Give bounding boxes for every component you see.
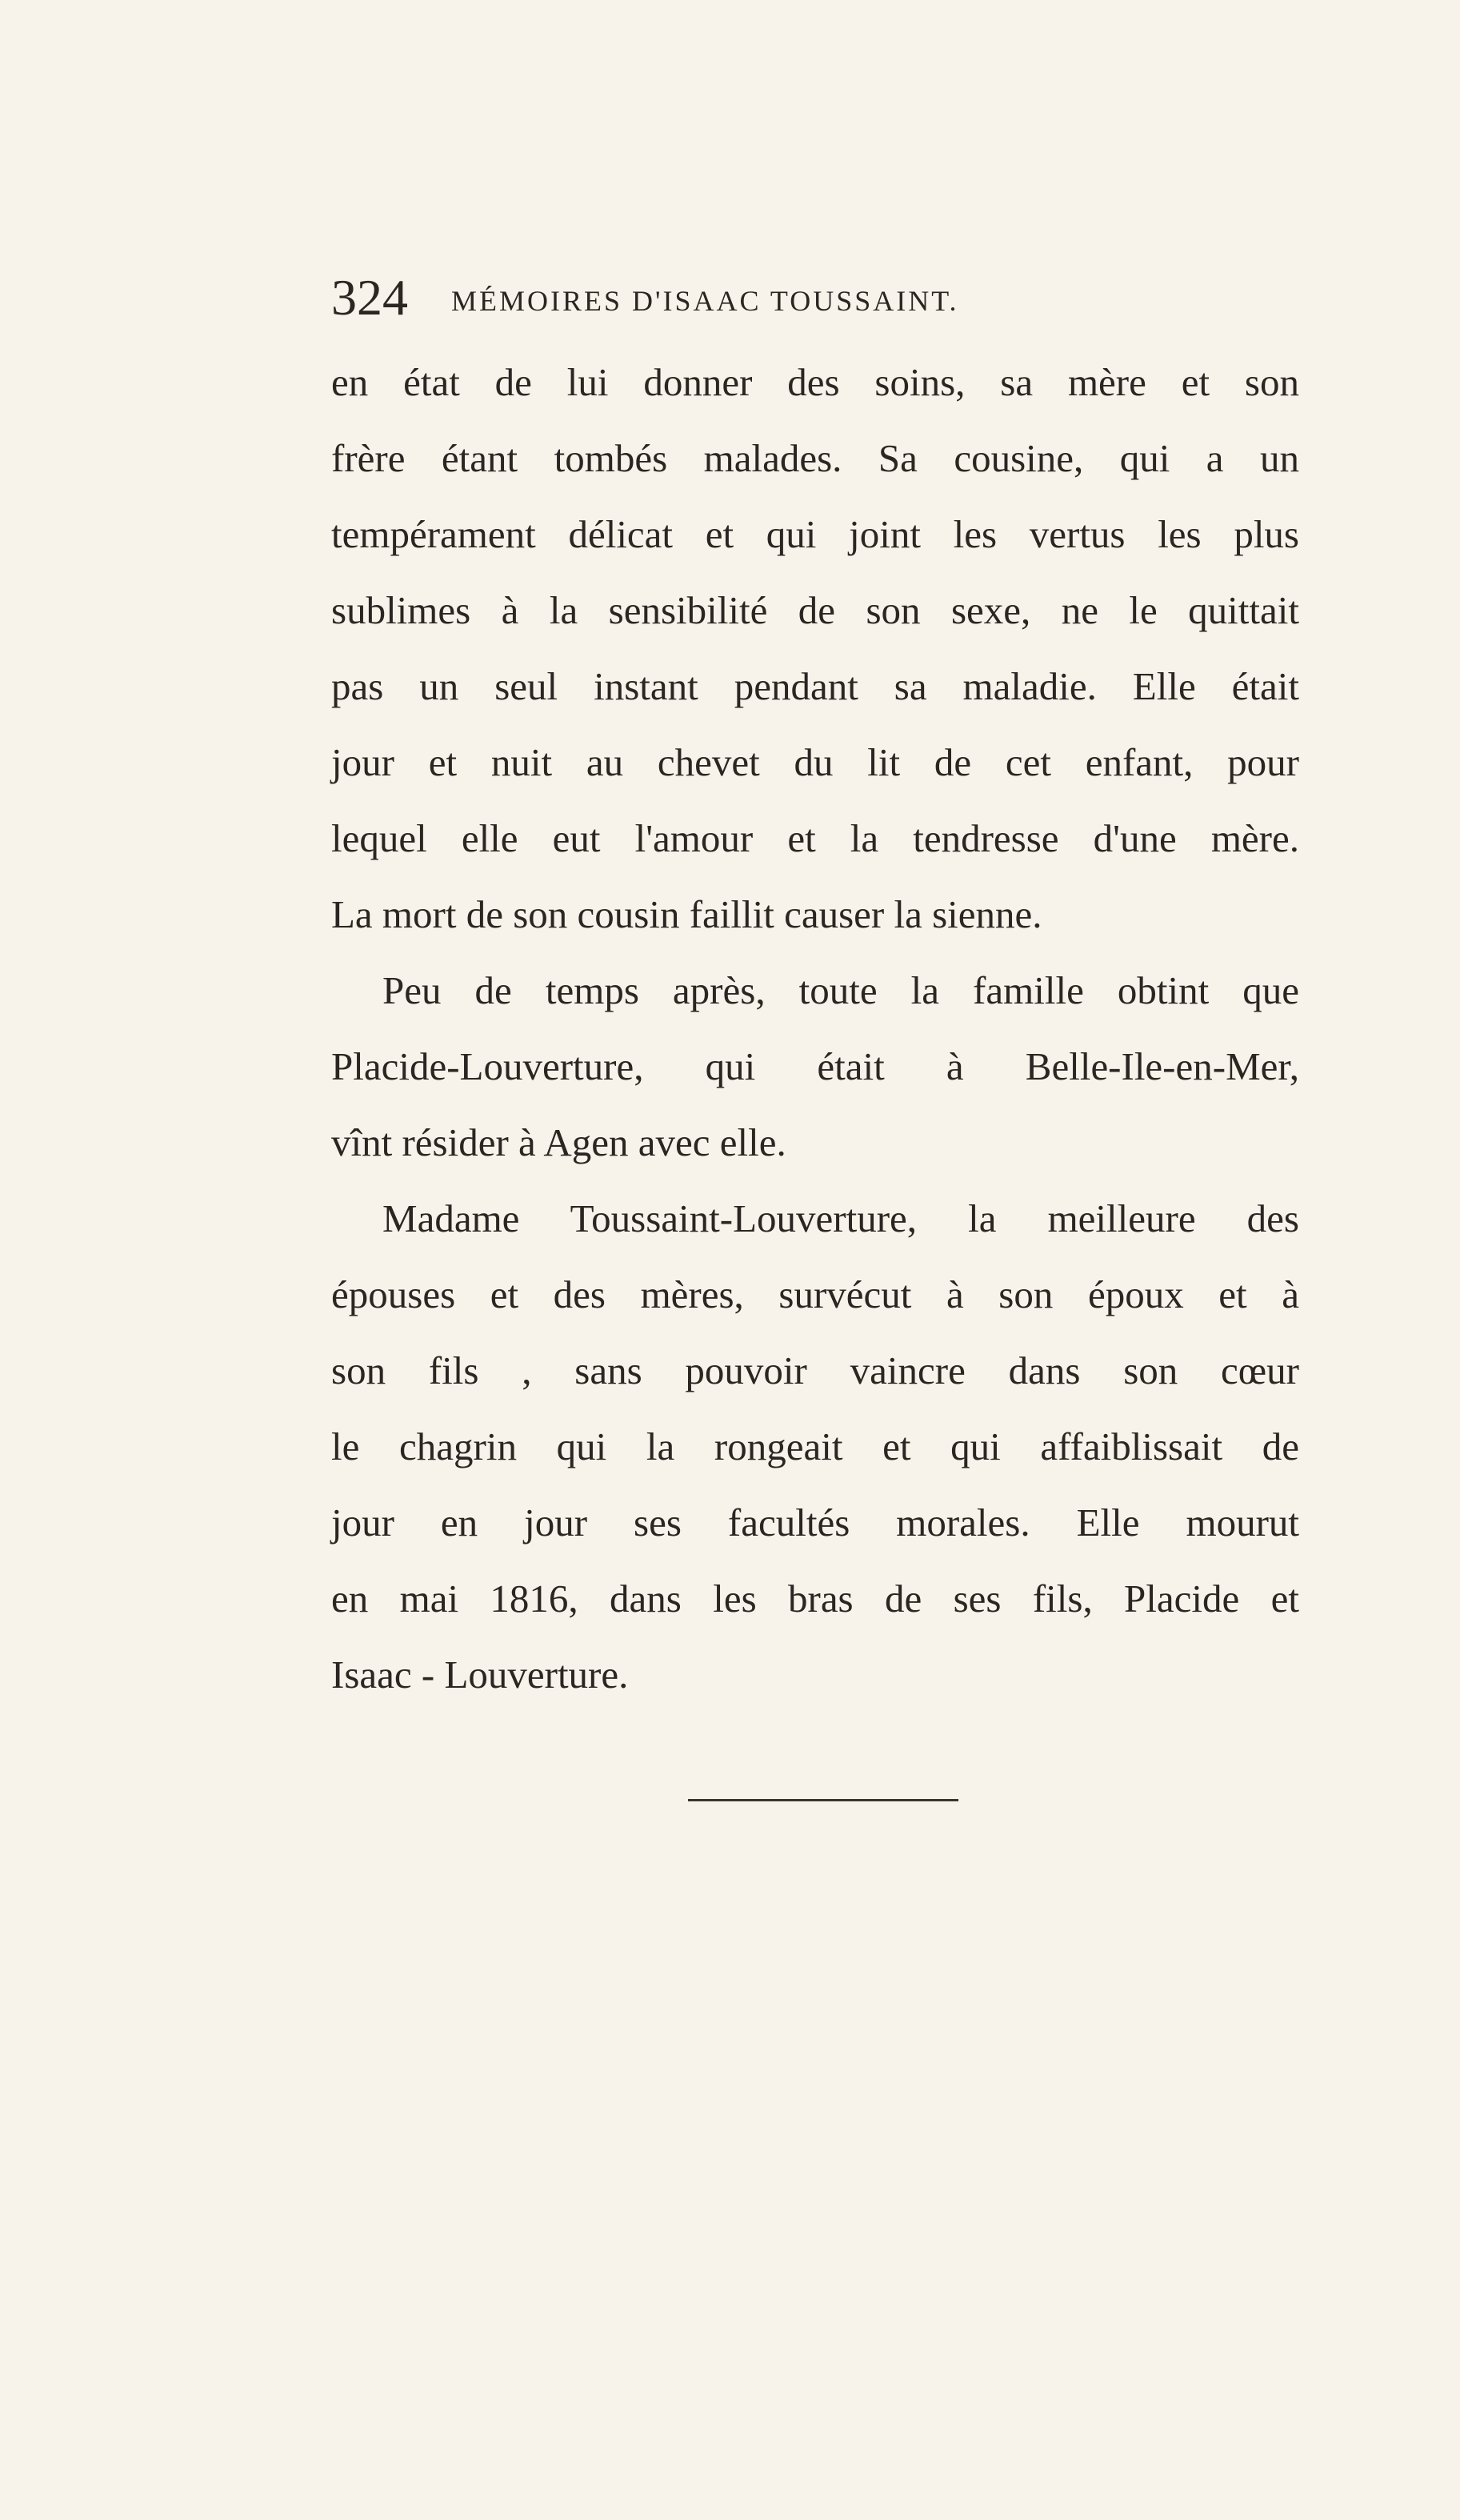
text-line: La mort de son cousin faillit causer la sienne. bbox=[331, 892, 1042, 936]
text-line: épouses et des mères, survécut à son époux et à bbox=[331, 1272, 1299, 1316]
section-end-rule bbox=[688, 1799, 958, 1801]
text-line: tempérament délicat et qui joint les vertus les plus bbox=[331, 512, 1299, 556]
page-header bbox=[331, 266, 1299, 330]
text-line: Isaac - Louverture. bbox=[331, 1653, 629, 1697]
text-line: jour et nuit au chevet du lit de cet enfant, pour bbox=[331, 740, 1299, 784]
text-line: jour en jour ses facultés morales. Elle mourut bbox=[331, 1500, 1299, 1544]
text-line: sublimes à la sensibilité de son sexe, ne le quittait bbox=[331, 588, 1299, 632]
text-line: Madame Toussaint-Louverture, la meilleure des bbox=[382, 1196, 1299, 1240]
text-line: vînt résider à Agen avec elle. bbox=[331, 1120, 786, 1164]
text-line: en mai 1816, dans les bras de ses fils, Placide et bbox=[331, 1577, 1299, 1621]
text-line: Peu de temps après, toute la famille obtint que bbox=[382, 968, 1299, 1012]
running-head: MÉMOIRES D'ISAAC TOUSSAINT. bbox=[451, 285, 959, 317]
text-line: le chagrin qui la rongeait et qui affaiblissait de bbox=[331, 1424, 1299, 1468]
body-text bbox=[331, 344, 1299, 1713]
text-line: pas un seul instant pendant sa maladie. Elle était bbox=[331, 664, 1299, 708]
page-number: 324 bbox=[331, 269, 408, 326]
text-line: en état de lui donner des soins, sa mère et son bbox=[331, 360, 1299, 404]
text-line: lequel elle eut l'amour et la tendresse d'une mère. bbox=[331, 816, 1299, 860]
text-line: frère étant tombés malades. Sa cousine, qui a un bbox=[331, 436, 1299, 480]
text-line: Placide-Louverture, qui était à Belle-Ile-en-Mer, bbox=[331, 1044, 1299, 1088]
text-line: son fils , sans pouvoir vaincre dans son cœur bbox=[331, 1348, 1299, 1392]
